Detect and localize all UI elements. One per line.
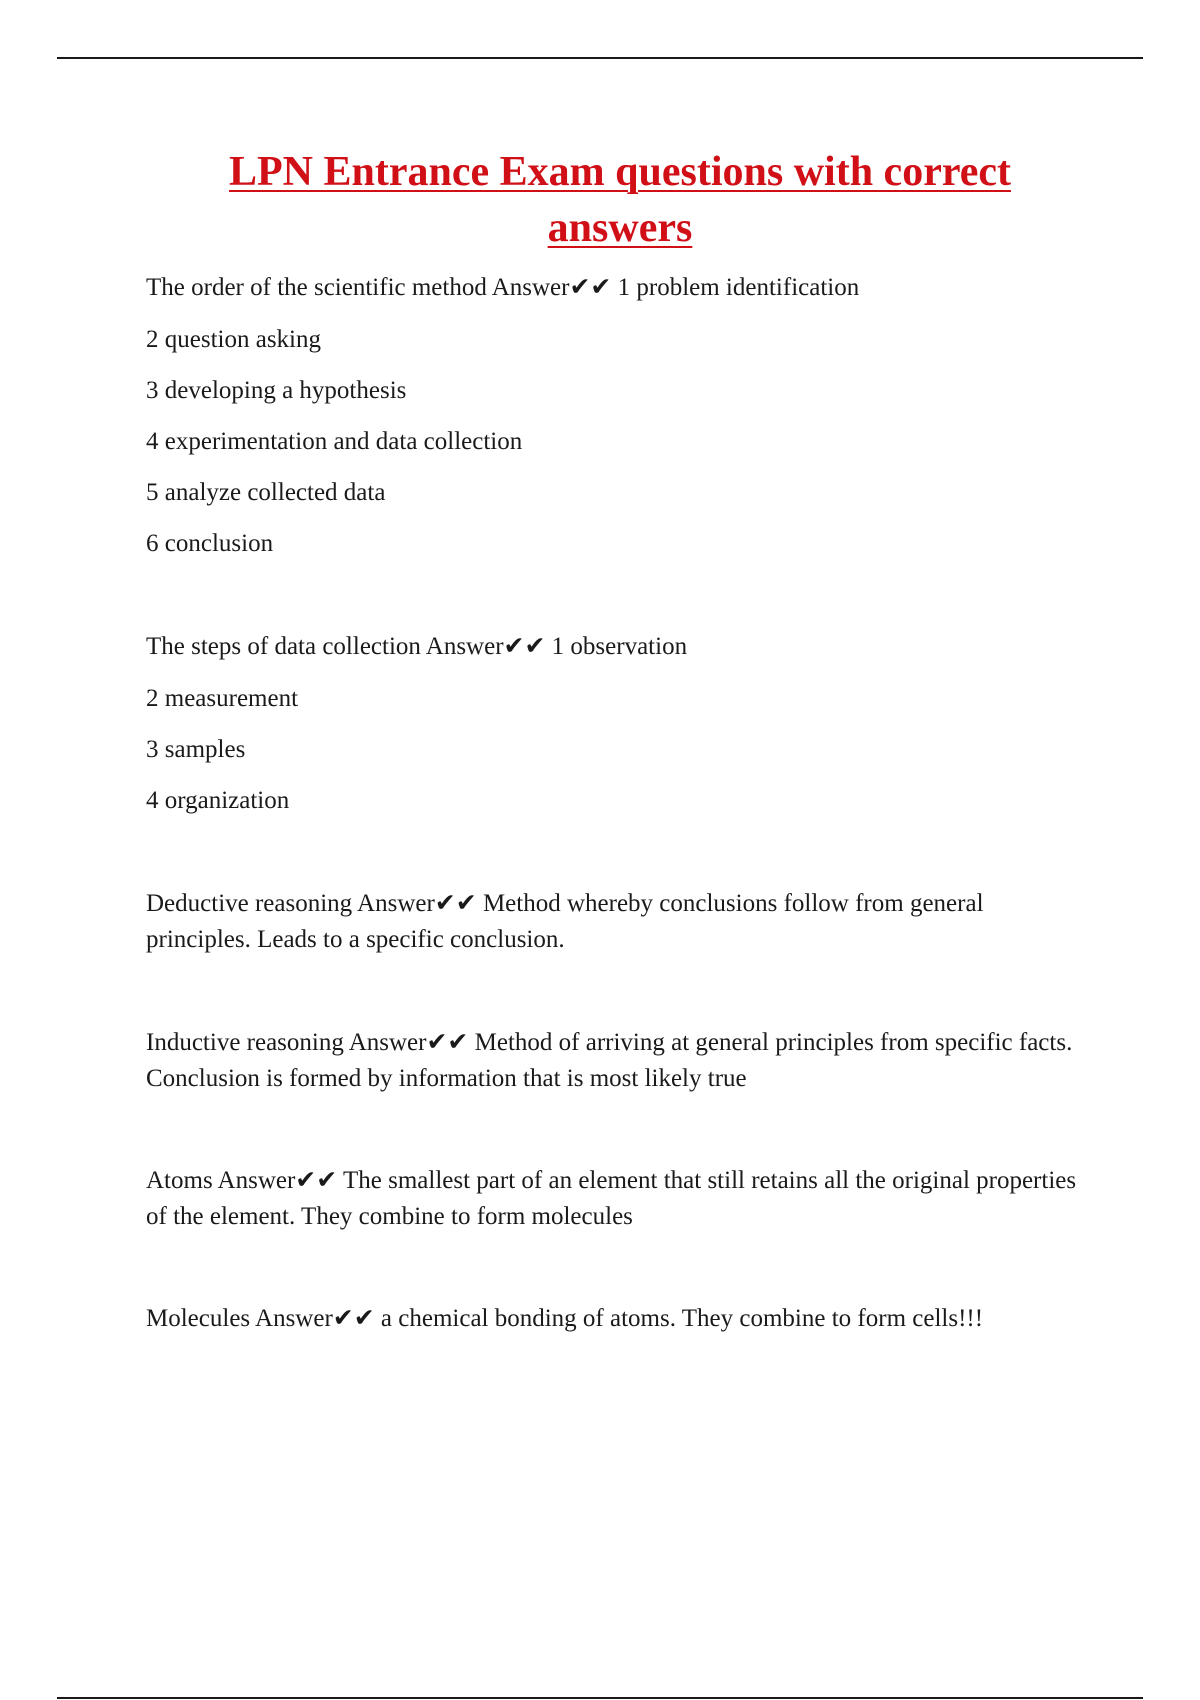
scientific-method-question: The order of the scientific method Answer✔✔ 1 problem identification xyxy=(146,274,860,301)
atoms-definition: Atoms Answer✔✔ The smallest part of an element that still retains all the original properties of the element. They combine to form molecules xyxy=(146,1167,1077,1230)
scientific-method-step-3: 3 developing a hypothesis xyxy=(146,377,407,404)
scientific-method-step-4: 4 experimentation and data collection xyxy=(146,428,523,455)
data-collection-step-3: 3 samples xyxy=(146,736,246,763)
deductive-reasoning-definition: Deductive reasoning Answer✔✔ Method whereby conclusions follow from general principles. Leads to a specific conclusion. xyxy=(146,890,984,953)
scientific-method-step-6: 6 conclusion xyxy=(146,530,274,557)
document-title: LPN Entrance Exam questions with correct answers xyxy=(229,149,1011,251)
scientific-method-step-2: 2 question asking xyxy=(146,326,321,353)
data-collection-step-2: 2 measurement xyxy=(146,685,299,712)
bottom-rule xyxy=(57,1697,1143,1699)
molecules-definition: Molecules Answer✔✔ a chemical bonding of atoms. They combine to form cells!!! xyxy=(146,1305,984,1332)
data-collection-step-4: 4 organization xyxy=(146,787,290,814)
top-rule xyxy=(57,57,1143,59)
scientific-method-step-5: 5 analyze collected data xyxy=(146,479,386,506)
data-collection-question: The steps of data collection Answer✔✔ 1 observation xyxy=(146,633,688,660)
inductive-reasoning-definition: Inductive reasoning Answer✔✔ Method of arriving at general principles from specific facts. Conclusion is formed by information that is most likely true xyxy=(146,1029,1073,1092)
